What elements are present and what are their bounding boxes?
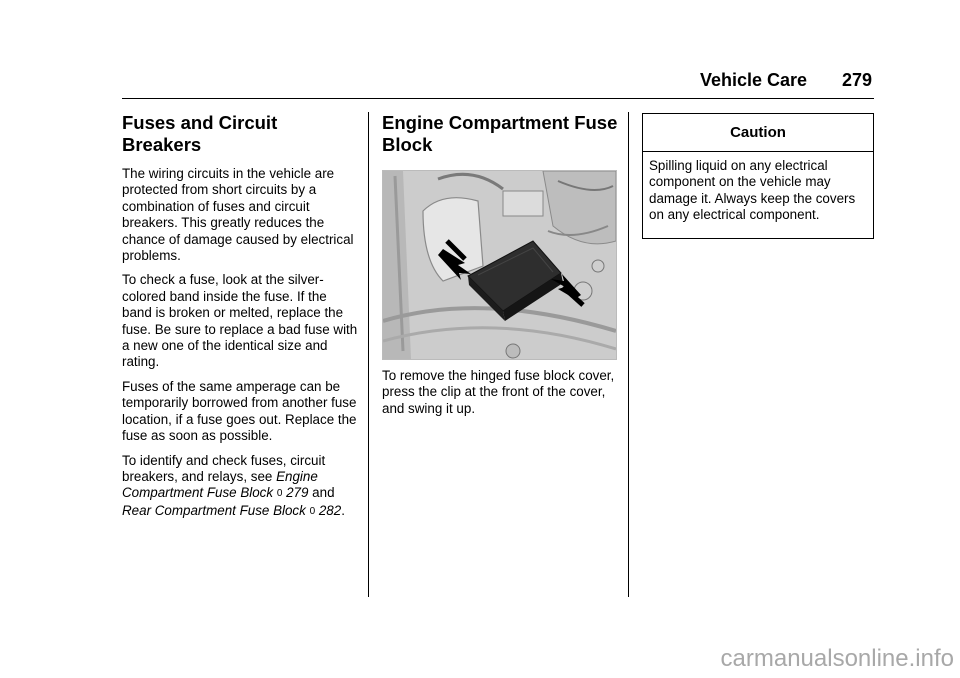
xref-page-282[interactable]: 282 [318,502,342,518]
middle-column [382,112,618,166]
caution-title: Caution [730,124,786,141]
xref-arrow-icon: 0 [276,488,283,500]
caution-box [642,113,874,239]
xref-rear-fuse-block-link[interactable]: Rear Compartment Fuse Block [122,502,306,518]
paragraph-3: Fuses of the same amperage can be temporarily borrowed from another fuse location, if a fuse goes out. Replace the fuse as soon as possible. [122,378,357,444]
column-divider-2 [628,112,629,597]
page-header-title: Vehicle Care [700,70,808,90]
xref-intro: To identify and check fuses, circuit breakers, and relays, see [122,452,326,484]
xref-arrow-icon: 0 [309,505,316,517]
xref-engine-fuse-block-link[interactable]: Engine Compartment Fuse Block [122,468,318,501]
xref-end: . [341,502,345,518]
paragraph-2: To check a fuse, look at the silver-colored band inside the fuse. If the band is broken or melted, replace the fuse. Be sure to replace a bad fuse with a new one of the identical size and rating. [122,272,358,370]
column-divider-1 [368,112,369,597]
page-number: 279 [842,70,873,90]
caution-text: Spilling liquid on any electrical component on the vehicle may damage it. Always keep the covers on any electrical component. [649,158,856,223]
xref-page-279[interactable]: 279 [286,485,309,501]
header-rule [122,98,874,99]
paragraph-xref [122,453,358,521]
watermark: carmanualsonline.info [720,645,954,672]
paragraph-1: The wiring circuits in the vehicle are protected from short circuits by a combination of fuses and circuit breakers. This greatly reduces the chance of damage caused by electrical problems. [122,166,354,264]
xref-and: and [308,485,335,501]
engine-compartment-photo [382,170,617,360]
section-heading-engine-fuse-block: Engine Compartment Fuse Block [382,112,618,155]
left-column [122,112,358,528]
photo-caption: To remove the hinged fuse block cover, press the clip at the front of the cover, and swing it up. [382,368,615,416]
section-heading-fuses: Fuses and Circuit Breakers [122,112,278,155]
